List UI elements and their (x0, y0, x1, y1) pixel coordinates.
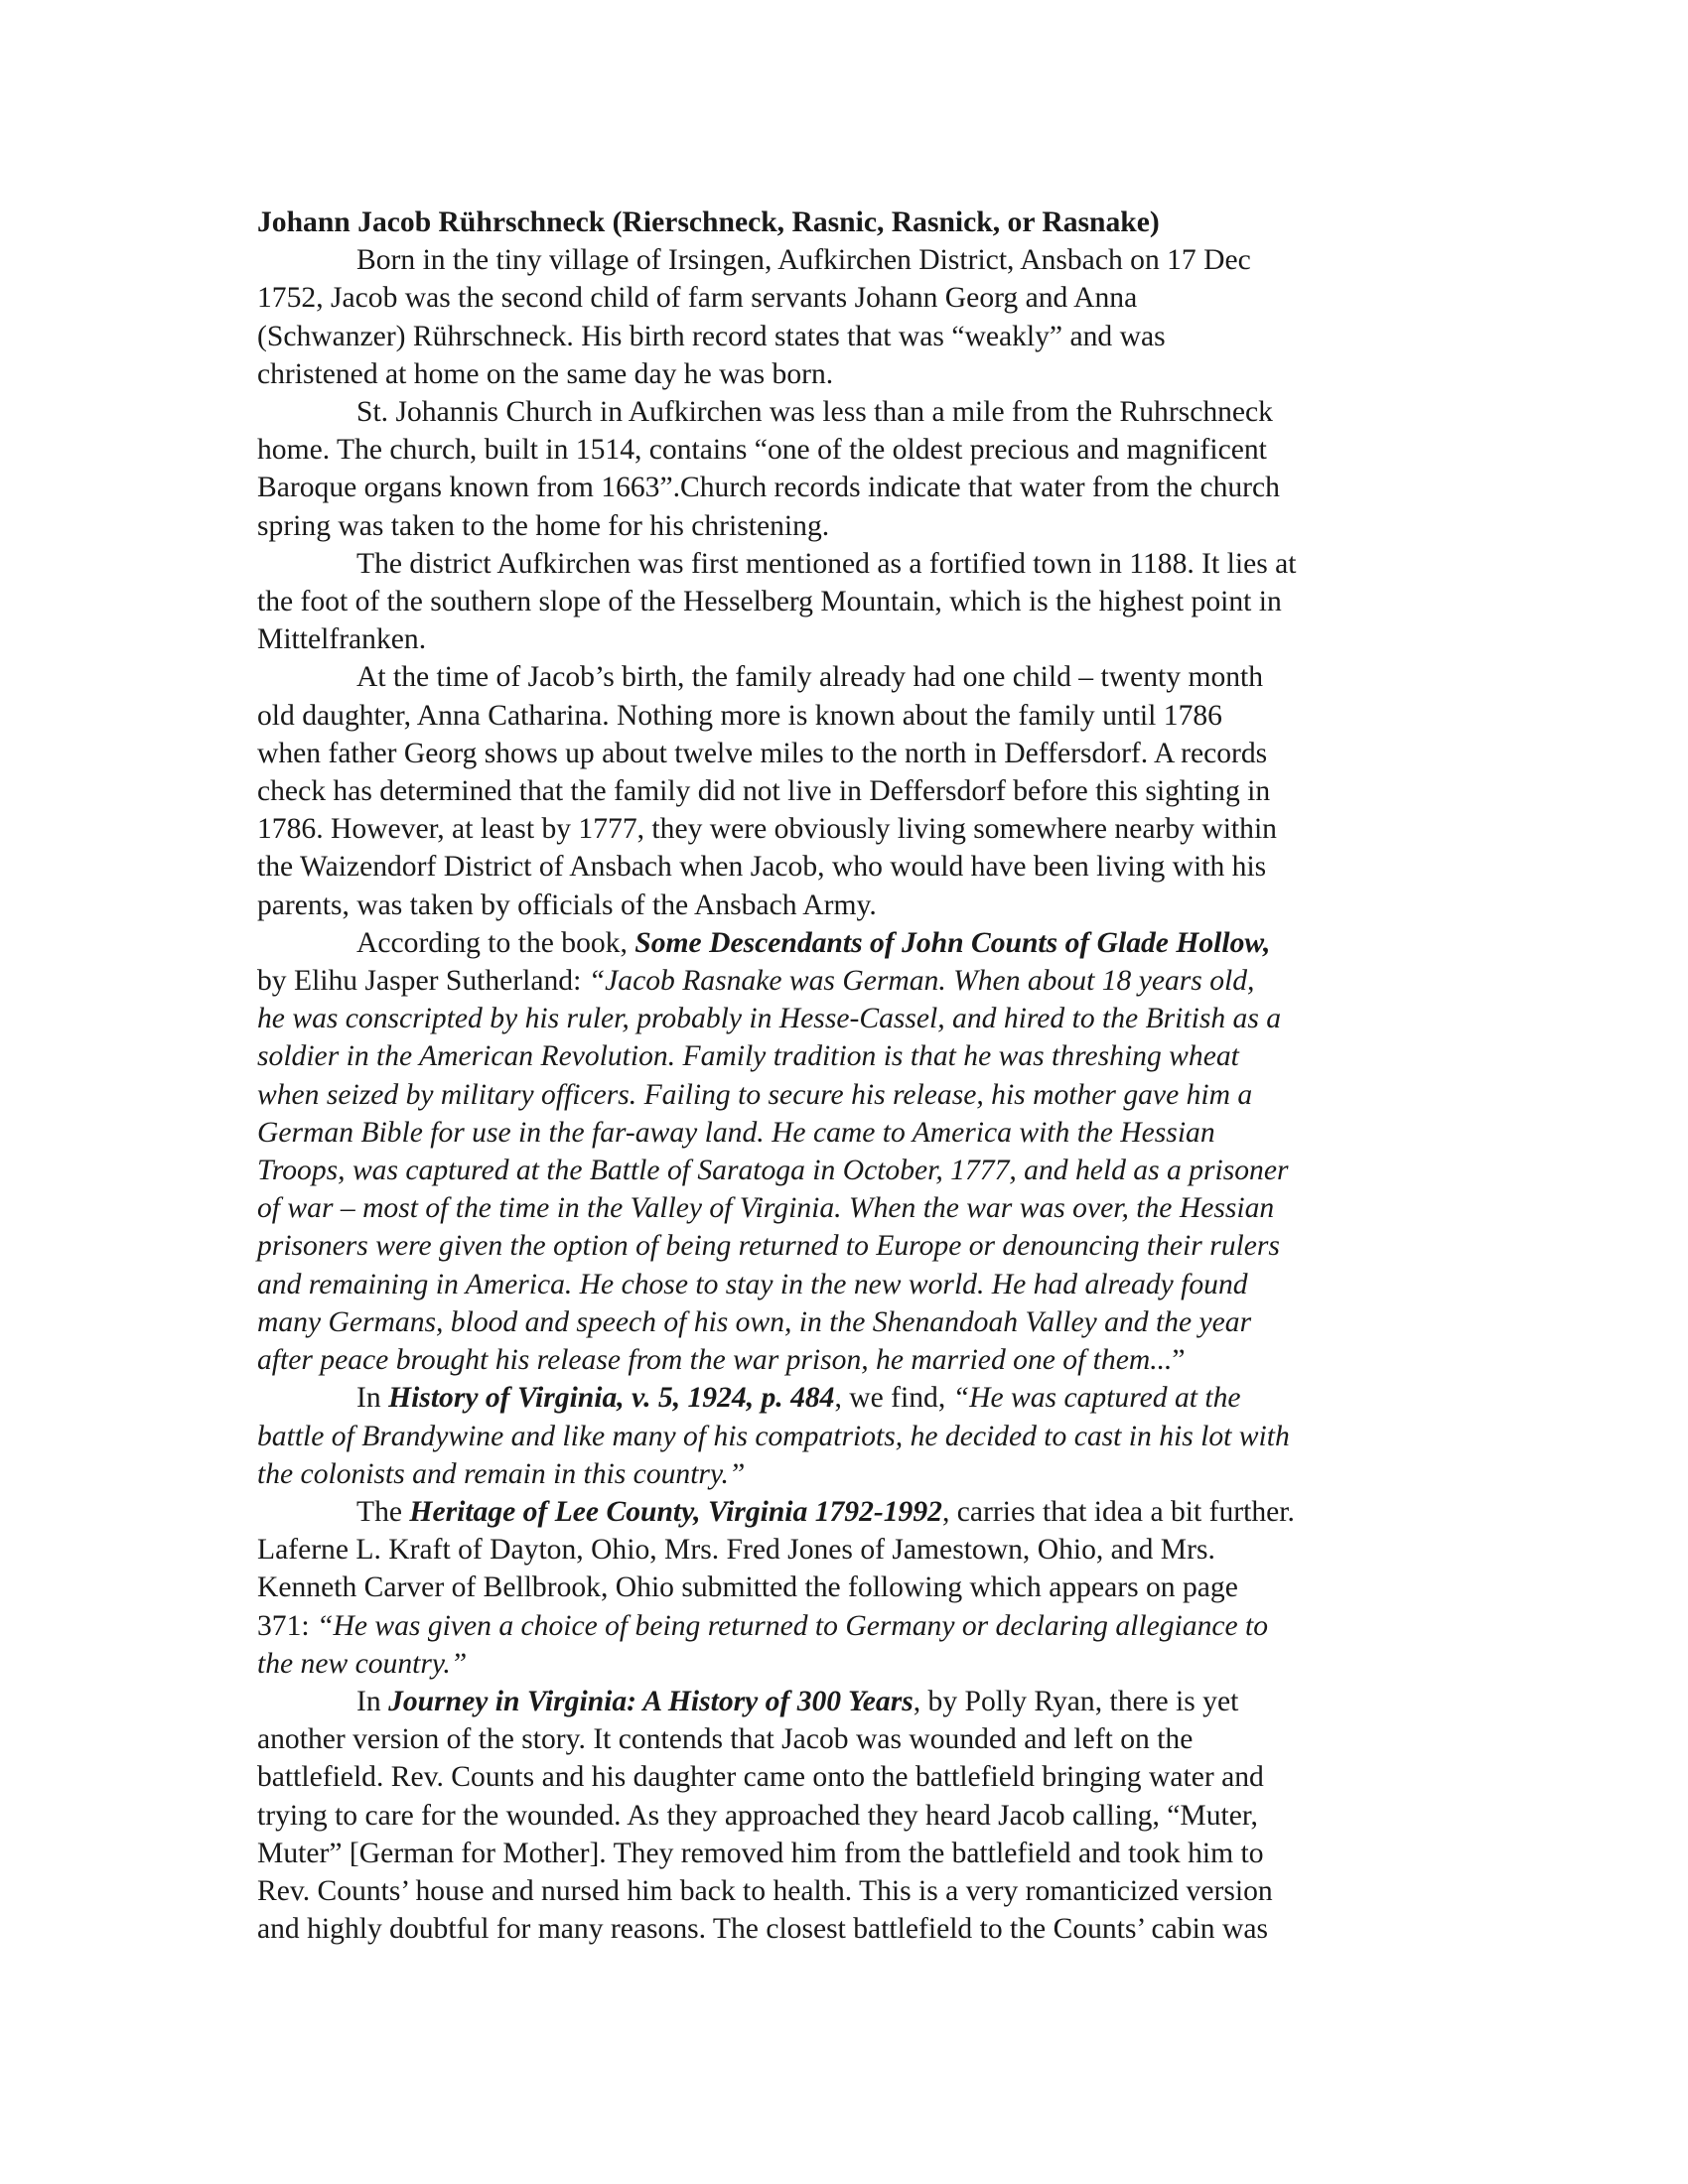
text-line: and highly doubtful for many reasons. The closest battlefield to the Counts’ cabin was (257, 1913, 1269, 1946)
quote-line: and remaining in America. He chose to stay in the new world. He had already found (257, 1268, 1248, 1300)
quote-line: German Bible for use in the far-away land. He came to America with the Hessian (257, 1116, 1215, 1149)
text-line (257, 1493, 1434, 1531)
quote-line: Troops, was captured at the Battle of Saratoga in October, 1777, and held as a prisoner (257, 1155, 1289, 1187)
text-line: Rev. Counts’ house and nursed him back to health. This is a very romanticized version (257, 1874, 1273, 1907)
text-line (257, 1341, 1434, 1379)
text-run: , we find, (834, 1382, 953, 1415)
text-run: In (356, 1382, 389, 1415)
paragraph-history-of-virginia (257, 1379, 1434, 1493)
text-line: Laferne L. Kraft of Dayton, Ohio, Mrs. Fred Jones of Jamestown, Ohio, and Mrs. (257, 1534, 1215, 1567)
paragraph-church (257, 393, 1434, 545)
paragraph-family (257, 658, 1434, 923)
paragraph-sutherland-quote (257, 924, 1434, 1379)
text-line: Baroque organs known from 1663”.Church records indicate that water from the church (257, 472, 1280, 504)
text-line: the foot of the southern slope of the Hesselberg Mountain, which is the highest point in (257, 586, 1282, 618)
text-run: , by Polly Ryan, there is yet (913, 1685, 1239, 1717)
text-line: check has determined that the family did not live in Deffersdorf before this sighting in (257, 775, 1271, 808)
text-line: trying to care for the wounded. As they approached they heard Jacob calling, “Muter, (257, 1799, 1258, 1832)
text-line: old daughter, Anna Catharina. Nothing more is known about the family until 1786 (257, 699, 1222, 732)
book-title: Heritage of Lee County, Virginia 1792-1992 (409, 1495, 942, 1528)
text-line: At the time of Jacob’s birth, the family already had one child – twenty month (356, 661, 1264, 694)
book-title: Some Descendants of John Counts of Glade Hollow, (634, 926, 1271, 959)
quote-line: battle of Brandywine and like many of his compatriots, he decided to cast in his lot with (257, 1420, 1290, 1452)
text-line: when father Georg shows up about twelve miles to the north in Deffersdorf. A records (257, 737, 1268, 769)
text-run: In (356, 1685, 389, 1717)
quote-line: when seized by military officers. Failing to secure his release, his mother gave him a (257, 1078, 1253, 1111)
text-line: Kenneth Carver of Bellbrook, Ohio submitted the following which appears on page (257, 1571, 1238, 1604)
paragraph-district (257, 545, 1434, 659)
text-line: Mittelfranken. (257, 623, 427, 656)
text-line: another version of the story. It contends that Jacob was wounded and left on the (257, 1723, 1194, 1756)
text-line: St. Johannis Church in Aufkirchen was less than a mile from the Ruhrschneck (356, 396, 1273, 429)
quote-line: soldier in the American Revolution. Family tradition is that he was threshing wheat (257, 1040, 1239, 1073)
text-line: christened at home on the same day he was born. (257, 357, 834, 390)
text-line: 1752, Jacob was the second child of farm servants Johann Georg and Anna (257, 282, 1138, 315)
text-line (257, 962, 1434, 1000)
text-run: According to the book, (356, 926, 635, 959)
text-line: parents, was taken by officials of the Ansbach Army. (257, 888, 877, 921)
text-line (257, 924, 1434, 962)
quote-line: many Germans, blood and speech of his own, in the Shenandoah Valley and the year (257, 1305, 1252, 1338)
paragraph-birth (257, 241, 1434, 393)
text-line: battlefield. Rev. Counts and his daughter came onto the battlefield bringing water and (257, 1761, 1264, 1794)
paragraph-heritage-lee-county (257, 1493, 1434, 1683)
quote-line: prisoners were given the option of being returned to Europe or denouncing their rulers (257, 1230, 1280, 1263)
book-title: Journey in Virginia: A History of 300 Years (388, 1685, 914, 1717)
quote-line: of war – most of the time in the Valley of Virginia. When the war was over, the Hessian (257, 1192, 1275, 1225)
text-line: spring was taken to the home for his christening. (257, 509, 830, 542)
text-line: Muter” [German for Mother]. They removed him from the battlefield and took him to (257, 1837, 1264, 1869)
text-run: The (356, 1495, 410, 1528)
text-line: The district Aufkirchen was first mentioned as a fortified town in 1188. It lies at (356, 547, 1297, 580)
text-line: (Schwanzer) Rührschneck. His birth record states that was “weakly” and was (257, 320, 1166, 352)
book-title: History of Virginia, v. 5, 1924, p. 484 (388, 1382, 835, 1415)
quote-line: he was conscripted by his ruler, probably in Hesse-Cassel, and hired to the British as a (257, 1003, 1282, 1035)
paragraph-journey-in-virginia (257, 1683, 1434, 1948)
document-page (257, 204, 1434, 1948)
text-line (257, 1379, 1434, 1417)
text-run: ” (1172, 1344, 1186, 1377)
text-run: by Elihu Jasper Sutherland: (257, 965, 589, 998)
text-line: Born in the tiny village of Irsingen, Aufkirchen District, Ansbach on 17 Dec (356, 244, 1251, 277)
quote-line: the colonists and remain in this country.” (257, 1457, 746, 1490)
quote-run: “He was given a choice of being returned to Germany or declaring allegiance to (317, 1609, 1269, 1642)
text-line: home. The church, built in 1514, contains “one of the oldest precious and magnificent (257, 434, 1267, 467)
document-heading: Johann Jacob Rührschneck (Rierschneck, Rasnic, Rasnick, or Rasnake) (257, 206, 1160, 238)
text-line: 1786. However, at least by 1777, they were obviously living somewhere nearby within (257, 813, 1277, 846)
text-run: 371: (257, 1609, 318, 1642)
quote-run: “He was captured at the (952, 1382, 1241, 1415)
quote-run: after peace brought his release from the war prison, he married one of them... (257, 1344, 1173, 1377)
text-line (257, 1607, 1434, 1645)
text-line (257, 1683, 1434, 1720)
quote-run: “Jacob Rasnake was German. When about 18 years old, (588, 965, 1255, 998)
text-line: the Waizendorf District of Ansbach when Jacob, who would have been living with his (257, 851, 1267, 884)
text-run: , carries that idea a bit further. (941, 1495, 1295, 1528)
quote-line: the new country.” (257, 1647, 468, 1680)
